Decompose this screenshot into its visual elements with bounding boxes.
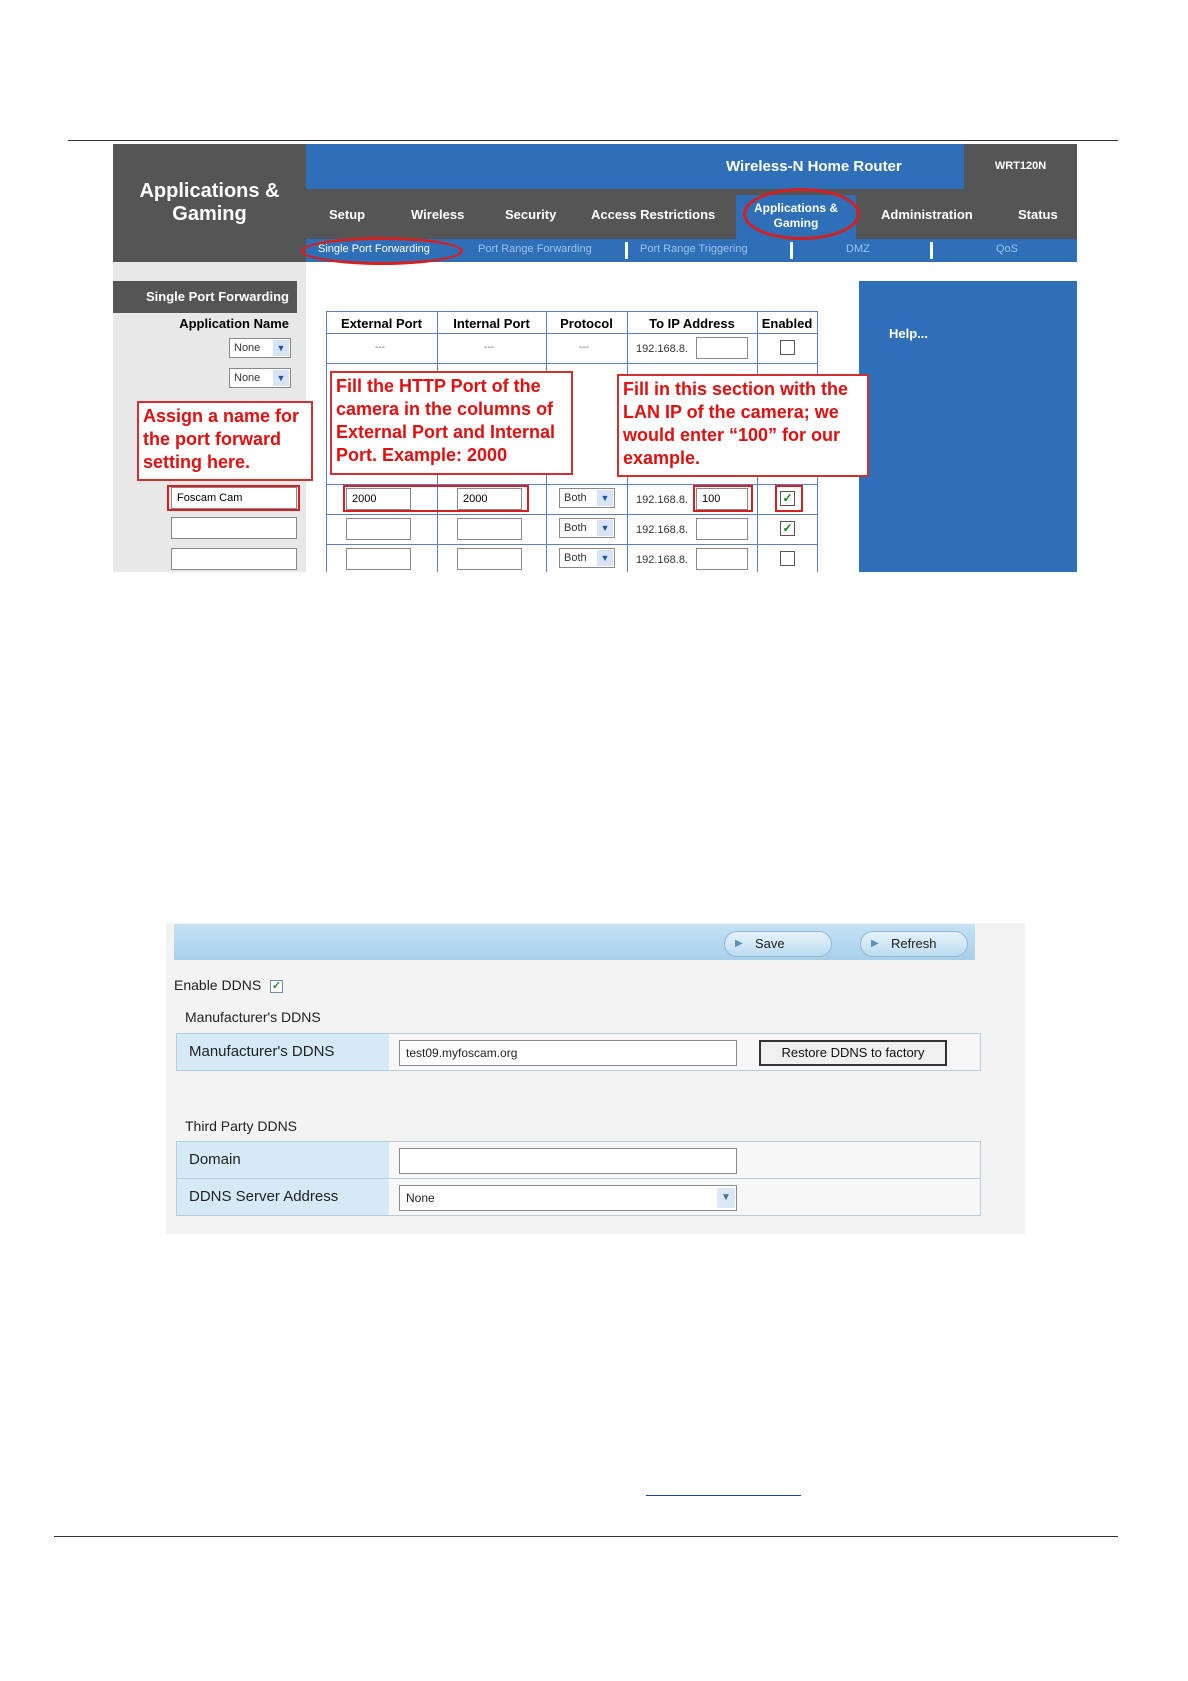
enabled-checkbox[interactable]: ✓ [780,521,795,536]
tab-wireless[interactable]: Wireless [411,207,465,222]
protocol-select[interactable]: Both ▼ [559,548,615,568]
subtab-separator [790,242,793,259]
section-title: Single Port Forwarding [113,281,297,313]
restore-ddns-button[interactable]: Restore DDNS to factory [759,1040,947,1066]
ip-last-octet-input[interactable]: 100 [696,488,748,510]
column-header: Enabled [761,316,813,331]
hyperlink-underline[interactable] [646,1495,801,1496]
external-port-input[interactable]: 2000 [346,488,411,510]
router-top-bar [306,144,1077,189]
chevron-down-icon: ▼ [273,340,289,356]
subtab-port-range-triggering[interactable]: Port Range Triggering [640,243,748,255]
enable-ddns-label: Enable DDNS [174,977,262,993]
protocol-value: --- [579,342,589,353]
application-select[interactable]: None ▼ [229,368,291,388]
save-button[interactable]: ▶ Save [724,931,832,957]
arrow-icon: ▶ [735,938,743,949]
subtab-separator [625,242,628,259]
ext-port-value: --- [375,342,385,353]
router-model: WRT120N [964,144,1077,189]
highlight-app-name [167,485,300,511]
bottom-rule [54,1536,1118,1537]
chevron-down-icon: ▼ [597,490,613,506]
ddns-settings-screenshot [166,923,1025,1234]
domain-input[interactable] [399,1148,737,1174]
ddns-server-value: None [406,1191,435,1205]
help-link[interactable]: Help... [889,326,929,341]
refresh-button[interactable]: ▶ Refresh [860,931,968,957]
tab-setup[interactable]: Setup [329,207,366,222]
manufacturer-ddns-heading: Manufacturer's DDNS [185,1009,321,1025]
ip-prefix: 192.168.8. [636,494,688,506]
router-nav-bar [306,189,1077,239]
subtab-dmz[interactable]: DMZ [846,243,870,255]
domain-row [176,1141,981,1179]
router-port-forwarding-screenshot [113,144,1077,572]
callout-lan-ip: Fill in this section with the LAN IP of the camera; we would enter “100” for our example. [617,374,869,477]
ip-last-octet-input[interactable] [696,548,748,570]
arrow-icon: ▶ [871,938,879,949]
internal-port-input[interactable]: 2000 [457,488,522,510]
ddns-server-row [176,1178,981,1216]
protocol-select[interactable]: Both ▼ [559,518,615,538]
enabled-checkbox[interactable] [780,551,795,566]
column-header: Protocol [560,316,613,331]
chevron-down-icon: ▼ [717,1188,735,1208]
highlight-ports [343,485,529,512]
protocol-select[interactable]: Both ▼ [559,488,615,508]
column-header: External Port [341,316,422,331]
column-header: To IP Address [649,316,735,331]
subtab-qos[interactable]: QoS [996,243,1019,255]
external-port-input[interactable] [346,548,411,570]
enabled-checkbox[interactable]: ✓ [780,491,795,506]
subtab-single-port-forwarding[interactable]: Single Port Forwarding [318,243,430,255]
tab-status[interactable]: Status [1018,207,1058,222]
application-name-input[interactable]: Foscam Cam [171,487,297,509]
subtab-port-range-forwarding[interactable]: Port Range Forwarding [478,243,592,255]
callout-assign-name: Assign a name for the port forward setting here. [137,401,313,481]
highlight-subtab [301,237,463,265]
int-port-value: --- [484,342,494,353]
chevron-down-icon: ▼ [273,370,289,386]
enabled-checkbox[interactable] [780,340,795,355]
chevron-down-icon: ▼ [597,520,613,536]
application-name-input[interactable] [171,517,297,539]
application-name-label: Application Name [179,316,289,331]
router-product-name: Wireless-N Home Router [726,158,902,175]
ip-prefix: 192.168.8. [636,343,688,355]
application-name-input[interactable] [171,548,297,570]
router-brand: Applications & Gaming [113,144,306,262]
ddns-server-select[interactable] [399,1185,737,1211]
internal-port-input[interactable] [457,548,522,570]
ip-last-octet-input[interactable] [696,518,748,540]
tab-applications-gaming[interactable]: Applications & Gaming [736,195,856,239]
ip-prefix: 192.168.8. [636,554,688,566]
chevron-down-icon: ▼ [597,550,613,566]
domain-label: Domain [177,1142,389,1178]
manufacturer-ddns-label: Manufacturer's DDNS [177,1034,389,1070]
ddns-server-label: DDNS Server Address [177,1179,389,1215]
help-panel [859,281,1077,572]
manufacturer-ddns-row [176,1033,981,1071]
enable-ddns-checkbox[interactable]: ✓ [271,980,282,992]
third-party-ddns-heading: Third Party DDNS [185,1118,298,1134]
top-rule [68,140,1118,141]
ip-prefix: 192.168.8. [636,524,688,536]
callout-http-port: Fill the HTTP Port of the camera in the columns of External Port and Internal Port. Example: 2000 [330,371,573,475]
column-header: Internal Port [453,316,530,331]
highlight-ip [693,485,753,512]
tab-security[interactable]: Security [505,207,557,222]
external-port-input[interactable] [346,518,411,540]
ip-last-octet-input[interactable] [696,337,748,359]
subtab-separator [930,242,933,259]
application-select[interactable]: None ▼ [229,338,291,358]
highlight-enabled [775,485,803,512]
manufacturer-ddns-field[interactable]: test09.myfoscam.org [399,1040,737,1066]
tab-access-restrictions[interactable]: Access Restrictions [591,207,716,222]
internal-port-input[interactable] [457,518,522,540]
tab-administration[interactable]: Administration [881,207,973,222]
ddns-toolbar [174,924,975,960]
highlight-apps-tab [743,188,860,240]
